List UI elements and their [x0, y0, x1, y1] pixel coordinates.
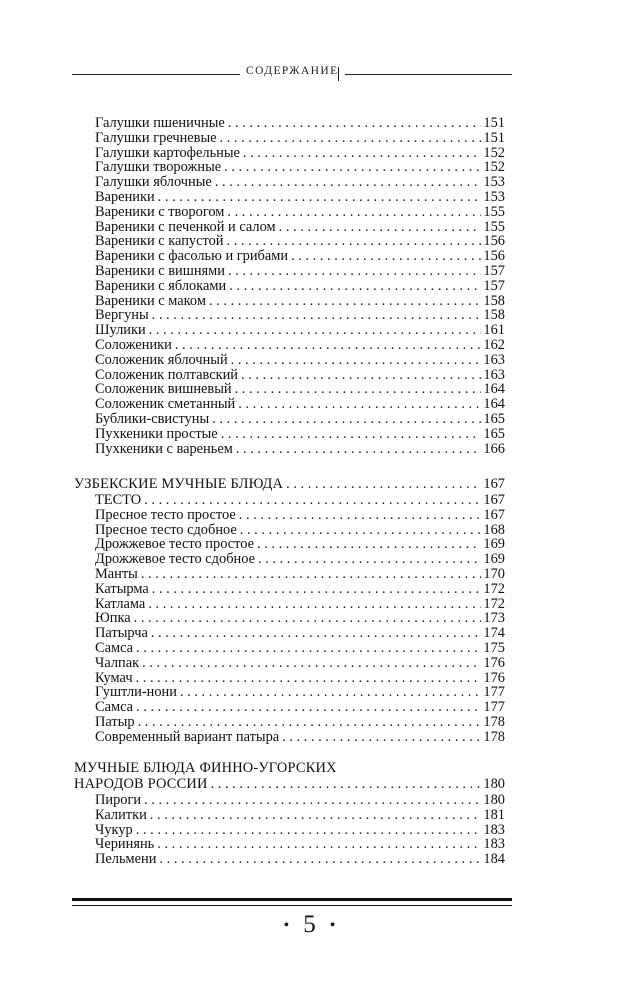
- entry-page-number: 161: [483, 322, 505, 339]
- entry-page-number: 184: [483, 851, 505, 868]
- toc-entry: [95, 523, 505, 538]
- entry-page-number: 155: [483, 203, 505, 220]
- entry-page-number: 152: [483, 159, 505, 176]
- dot-leader: [227, 234, 482, 249]
- toc-entry: [95, 160, 505, 175]
- entry-page-number: 173: [483, 610, 505, 627]
- entry-title: УЗБЕКСКИЕ МУЧНЫЕ БЛЮДА: [74, 476, 284, 492]
- entry-page-number: 151: [483, 115, 505, 131]
- toc-entry: [95, 793, 505, 808]
- entry-page-number: 167: [483, 506, 505, 523]
- dot-leader: [212, 412, 481, 427]
- dot-leader: [228, 264, 481, 279]
- entry-page-number: 169: [483, 536, 505, 553]
- entry-title: Галушки гречневые: [95, 129, 217, 146]
- toc-entry: [95, 837, 505, 852]
- entry-title: Катлама: [95, 595, 146, 612]
- toc-entry: [95, 700, 505, 715]
- entry-title: Вареники с фасолью и грибами: [95, 248, 289, 265]
- entry-page-number: 167: [483, 476, 505, 492]
- dot-leader: [211, 777, 482, 792]
- entry-title: Вареники с творогом: [95, 203, 225, 220]
- entry-title: Вареники с яблоками: [95, 277, 227, 294]
- entry-title: Шулики: [95, 322, 146, 339]
- toc-entry: [95, 730, 505, 745]
- entry-title: Соложеник вишневый: [95, 381, 232, 398]
- entry-page-number: 162: [483, 337, 505, 353]
- dot-leader: [136, 671, 482, 686]
- entry-page-number: 153: [483, 189, 505, 205]
- toc-entry: [95, 234, 505, 249]
- toc-entry: [95, 442, 505, 457]
- dot-leader: [220, 131, 482, 146]
- toc-entry: [95, 294, 505, 309]
- entry-title: Чукур: [95, 821, 133, 838]
- entry-title: Самса: [95, 640, 134, 656]
- entry-title: Пельмени: [95, 851, 157, 868]
- toc-entry: [95, 397, 505, 412]
- dot-leader: [240, 523, 482, 538]
- toc-entry: [95, 249, 505, 264]
- entry-title: Калитки: [95, 806, 147, 823]
- dot-leader: [148, 597, 481, 612]
- entry-page-number: 151: [483, 129, 505, 146]
- entry-page-number: 157: [483, 277, 505, 294]
- toc-entry: [95, 427, 505, 442]
- entry-title: Дрожжевое тесто сдобное: [95, 551, 255, 568]
- dot-leader: [141, 567, 482, 582]
- entry-title: Самса: [95, 699, 134, 716]
- dot-leader: [241, 368, 481, 383]
- entry-page-number: 177: [483, 684, 505, 701]
- entry-title: Дрожжевое тесто простое: [95, 536, 254, 553]
- section-heading: [74, 477, 505, 492]
- toc-entry: [95, 685, 505, 700]
- bullet-left: •: [283, 917, 290, 935]
- entry-page-number: 172: [483, 580, 505, 597]
- dot-leader: [224, 160, 481, 175]
- entry-page-number: 155: [483, 218, 505, 235]
- running-header-title: СОДЕРЖАНИЕ: [240, 65, 345, 77]
- toc-entry: [95, 116, 505, 131]
- entry-page-number: 170: [483, 566, 505, 582]
- dot-leader: [228, 116, 482, 131]
- entry-title: НАРОДОВ РОССИИ: [74, 776, 208, 792]
- section-heading: [74, 777, 505, 792]
- toc-entry: [95, 323, 505, 338]
- toc-entry: [95, 308, 505, 323]
- section-title-line1: МУЧНЫЕ БЛЮДА ФИННО-УГОРСКИХ: [74, 760, 337, 776]
- entry-page-number: 176: [483, 654, 505, 671]
- dot-leader: [221, 427, 482, 442]
- dot-leader: [142, 656, 481, 671]
- entry-title: ТЕСТО: [95, 492, 142, 508]
- toc-entry: [95, 368, 505, 383]
- toc-entry: [95, 852, 505, 867]
- entry-title: Чалпак: [95, 654, 140, 671]
- entry-title: Галушки творожные: [95, 159, 222, 176]
- entry-page-number: 158: [483, 292, 505, 309]
- toc-entry: [95, 205, 505, 220]
- entry-page-number: 158: [483, 307, 505, 324]
- entry-page-number: 152: [483, 144, 505, 161]
- toc-entry: [95, 582, 505, 597]
- toc-entry: [95, 131, 505, 146]
- entry-page-number: 180: [483, 776, 505, 792]
- dot-leader: [239, 508, 482, 523]
- toc-entry: [95, 382, 505, 397]
- entry-page-number: 157: [483, 263, 505, 279]
- entry-title: Соложеники: [95, 337, 172, 353]
- dot-leader: [151, 626, 482, 641]
- section-heading-line1: [74, 761, 337, 776]
- toc-entry: [95, 175, 505, 190]
- entry-title: Гуштли-нони: [95, 684, 177, 701]
- toc-entry: [95, 641, 505, 656]
- entry-page-number: 166: [483, 440, 505, 457]
- bullet-right: •: [329, 917, 336, 935]
- dot-leader: [235, 382, 482, 397]
- entry-title: Соложеник сметанный: [95, 396, 236, 413]
- toc-entry: [95, 552, 505, 567]
- entry-page-number: 183: [483, 836, 505, 853]
- entry-page-number: 176: [483, 669, 505, 686]
- entry-page-number: 156: [483, 233, 505, 250]
- toc-entry: [95, 808, 505, 823]
- dot-leader: [209, 294, 481, 309]
- entry-title: Галушки картофельные: [95, 144, 240, 161]
- dot-leader: [282, 730, 481, 745]
- dot-leader: [227, 205, 481, 220]
- entry-page-number: 156: [483, 248, 505, 265]
- entry-page-number: 163: [483, 366, 505, 383]
- entry-title: Пресное тесто простое: [95, 506, 236, 523]
- dot-leader: [144, 793, 481, 808]
- dot-leader: [138, 715, 482, 730]
- toc-entry: [95, 190, 505, 205]
- entry-page-number: 178: [483, 728, 505, 745]
- entry-title: Манты: [95, 566, 138, 582]
- dot-leader: [136, 700, 481, 715]
- page-folio: [0, 910, 619, 941]
- dot-leader: [180, 685, 481, 700]
- header-divider: [338, 67, 339, 81]
- entry-title: Вареники с капустой: [95, 233, 224, 250]
- entry-title: Галушки пшеничные: [95, 115, 225, 131]
- entry-page-number: 178: [483, 714, 505, 730]
- entry-page-number: 165: [483, 411, 505, 427]
- entry-title: Соложеник полтавский: [95, 366, 238, 383]
- entry-title: Патырча: [95, 625, 148, 642]
- entry-title: Галушки яблочные: [95, 174, 212, 191]
- dot-leader: [136, 823, 482, 838]
- dot-leader: [150, 808, 482, 823]
- dot-leader: [149, 323, 482, 338]
- entry-title: Юпка: [95, 610, 131, 627]
- toc-entry: [95, 412, 505, 427]
- dot-leader: [229, 279, 481, 294]
- entry-title: Соложеник яблочный: [95, 351, 228, 368]
- entry-title: Патыр: [95, 714, 135, 730]
- entry-page-number: 183: [483, 821, 505, 838]
- toc-entry: [95, 567, 505, 582]
- entry-title: Катырма: [95, 580, 149, 597]
- toc-entry: [95, 611, 505, 626]
- dot-leader: [215, 175, 482, 190]
- entry-title: Черинянь: [95, 836, 155, 853]
- page-number: 5: [303, 911, 316, 938]
- toc-entry: [95, 220, 505, 235]
- toc-entry: [95, 338, 505, 353]
- toc-entry: [95, 264, 505, 279]
- entry-page-number: 165: [483, 425, 505, 442]
- entry-title: Кумач: [95, 669, 133, 686]
- entry-page-number: 181: [483, 806, 505, 823]
- entry-page-number: 163: [483, 351, 505, 368]
- dot-leader: [243, 146, 482, 161]
- dot-leader: [257, 537, 481, 552]
- footer-rule-thin: [72, 905, 512, 906]
- entry-page-number: 169: [483, 551, 505, 568]
- dot-leader: [134, 611, 482, 626]
- toc-entry: [95, 493, 505, 508]
- entry-page-number: 167: [483, 492, 505, 508]
- dot-leader: [158, 190, 482, 205]
- entry-title: Современный вариант патыра: [95, 728, 280, 745]
- dot-leader: [157, 837, 481, 852]
- entry-title: Пухкеники с вареньем: [95, 440, 233, 457]
- dot-leader: [258, 552, 481, 567]
- dot-leader: [144, 493, 481, 508]
- entry-page-number: 168: [483, 521, 505, 538]
- toc-entry: [95, 279, 505, 294]
- footer-rule-thick: [72, 898, 512, 901]
- entry-title: Вергуны: [95, 307, 149, 324]
- dot-leader: [236, 442, 482, 457]
- dot-leader: [238, 397, 481, 412]
- entry-page-number: 174: [483, 625, 505, 642]
- entry-title: Вареники с печенкой и салом: [95, 218, 276, 235]
- entry-title: Пироги: [95, 792, 142, 808]
- entry-title: Вареники с вишнями: [95, 263, 225, 279]
- dot-leader: [152, 308, 482, 323]
- dot-leader: [136, 641, 481, 656]
- entry-page-number: 172: [483, 595, 505, 612]
- dot-leader: [159, 852, 481, 867]
- toc-entry: [95, 626, 505, 641]
- toc-entry: [95, 353, 505, 368]
- entry-page-number: 153: [483, 174, 505, 191]
- dot-leader: [231, 353, 482, 368]
- toc-entry: [95, 146, 505, 161]
- entry-page-number: 175: [483, 640, 505, 656]
- entry-page-number: 164: [483, 396, 505, 413]
- entry-title: Вареники с маком: [95, 292, 206, 309]
- toc-entry: [95, 597, 505, 612]
- entry-page-number: 164: [483, 381, 505, 398]
- entry-title: Пухкеники простые: [95, 425, 218, 442]
- entry-title: Бублики-свистуны: [95, 411, 210, 427]
- toc-entry: [95, 715, 505, 730]
- entry-title: Пресное тесто сдобное: [95, 521, 237, 538]
- toc-entry: [95, 508, 505, 523]
- entry-title: Вареники: [95, 189, 155, 205]
- dot-leader: [279, 220, 482, 235]
- entry-page-number: 177: [483, 699, 505, 716]
- toc-entry: [95, 671, 505, 686]
- toc-entry: [95, 823, 505, 838]
- dot-leader: [286, 477, 481, 492]
- toc-entry: [95, 656, 505, 671]
- dot-leader: [175, 338, 482, 353]
- entry-page-number: 180: [483, 792, 505, 808]
- dot-leader: [152, 582, 482, 597]
- toc-entry: [95, 537, 505, 552]
- dot-leader: [291, 249, 481, 264]
